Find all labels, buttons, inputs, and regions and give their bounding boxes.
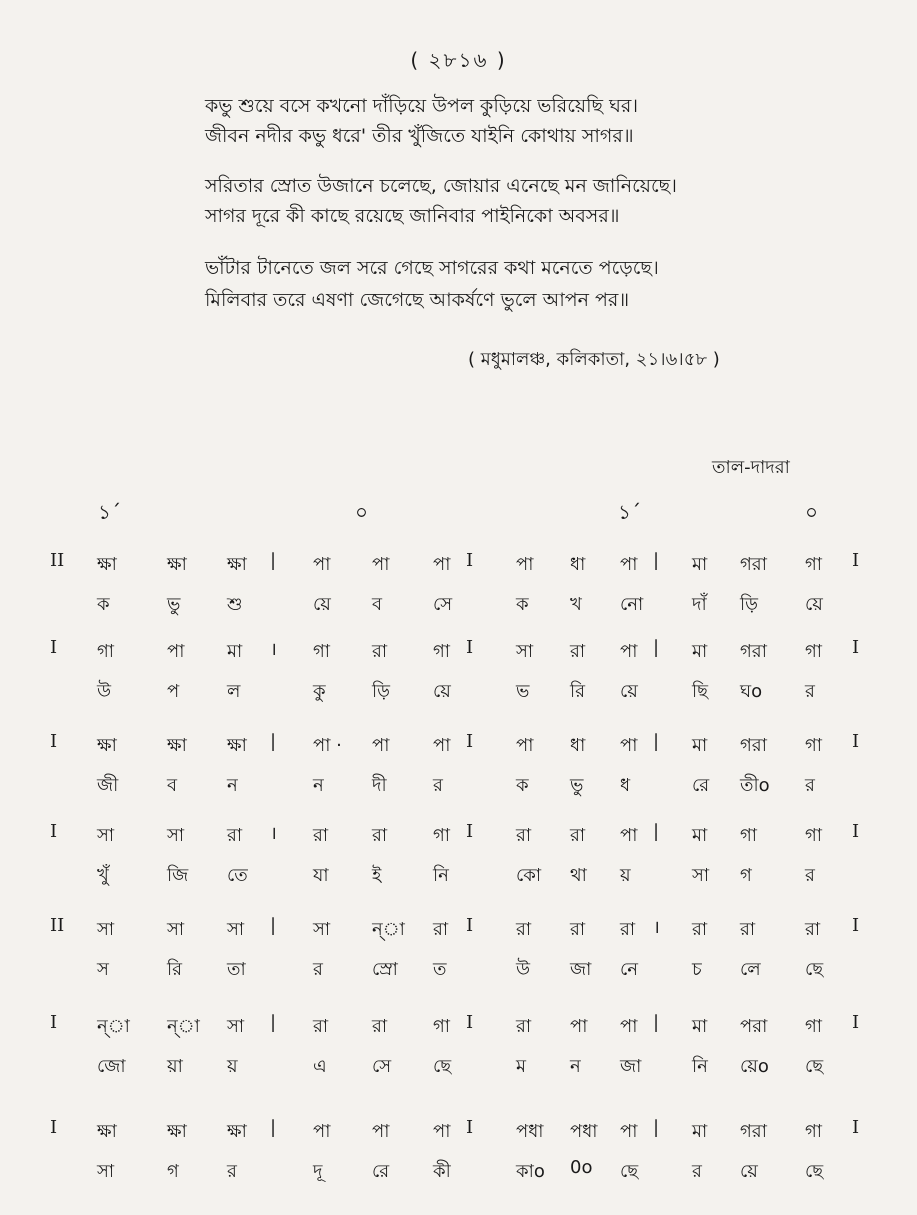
swara-note: রা [313,1016,329,1037]
lyric-syllable: ভু [570,775,584,796]
beat-marker: ১´ [618,500,641,524]
swara-note: রা [570,641,586,662]
beat-divider: । [270,823,277,844]
lyric-syllable: ছে [805,1161,824,1182]
row-end-bar: I [852,731,860,752]
lyric-syllable: ল [227,681,241,702]
swara-note: ক্ষা [227,554,247,575]
swara-note: ক্ষা [97,1121,117,1142]
row-start-bar: I [50,637,58,658]
swara-note: গা [805,825,823,846]
lyric-line: জীবন নদীর কভু ধরে' তীর খুঁজিতে যাইনি কোথায় সাগর॥ [205,125,634,147]
swara-note: ন্‌া [372,919,405,940]
lyric-syllable: ব [167,775,178,796]
beat-divider: I [466,550,474,571]
swara-note: রা [620,919,636,940]
beat-divider: | [653,550,660,571]
lyric-syllable: ধ [620,775,631,796]
beat-divider: | [270,915,277,936]
lyric-syllable: য়ে [740,1161,758,1182]
swara-note: রা [692,919,708,940]
lyric-syllable: যা [313,865,329,886]
swara-note: সা [167,825,185,846]
swara-note: গরা [740,641,767,662]
swara-note: সা [167,919,185,940]
swara-note: ক্ষা [97,735,117,756]
lyric-syllable: ম [516,1056,526,1077]
lyric-syllable: য়া [167,1056,183,1077]
lyric-syllable: তীo [740,775,770,796]
lyric-syllable: য়ে [620,681,638,702]
lyric-syllable: স্রো [372,959,398,980]
lyric-syllable: শু [227,594,243,615]
lyric-syllable: উ [516,959,531,980]
swara-note: গরা [740,554,767,575]
swara-note: পা · [313,735,342,756]
lyric-syllable: ছি [692,681,709,702]
row-start-bar: II [50,915,65,936]
beat-divider: | [270,1012,277,1033]
swara-note: রা [805,919,821,940]
lyric-syllable: তা [227,959,246,980]
swara-note: মা [692,1016,708,1037]
lyric-syllable: রি [570,681,586,702]
row-start-bar: II [50,550,65,571]
swara-note: গা [433,1016,451,1037]
beat-divider: । [653,917,660,938]
swara-note: ক্ষা [97,554,117,575]
swara-note: মা [692,735,708,756]
lyric-syllable: ছে [805,959,824,980]
lyric-syllable: চ [692,959,702,980]
lyric-syllable: ই [372,865,382,886]
swara-note: রা [570,825,586,846]
beat-divider: I [466,731,474,752]
row-end-bar: I [852,821,860,842]
lyric-syllable: জা [570,959,592,980]
lyric-syllable: তে [227,865,248,886]
lyric-syllable: থা [570,865,587,886]
lyric-line: সরিতার স্রোত উজানে চলেছে, জোয়ার এনেছে মন জানিয়েছে। [205,175,677,197]
lyric-syllable: র [805,865,815,886]
swara-note: রা [313,825,329,846]
swara-note: গা [433,825,451,846]
beat-divider: | [270,1117,277,1138]
swara-note: মা [692,825,708,846]
lyric-syllable: র [313,959,323,980]
lyric-syllable: নো [620,594,644,615]
swara-note: মা [227,641,243,662]
swara-note: ন্‌া [97,1016,130,1037]
swara-note: গা [805,735,823,756]
lyric-syllable: সা [692,865,710,886]
beat-divider: । [270,639,277,660]
lyric-syllable: জি [167,865,189,886]
swara-note: রা [516,919,532,940]
swara-note: পা [620,825,638,846]
beat-divider: | [270,550,277,571]
lyric-syllable: ত [433,959,447,980]
lyric-syllable: দী [372,775,387,796]
swara-note: ন্‌া [167,1016,200,1037]
lyric-syllable: দূ [313,1161,323,1182]
swara-note: ক্ষা [167,554,187,575]
beat-divider: | [653,637,660,658]
swara-note: পা [433,735,451,756]
lyric-syllable: ছে [805,1056,824,1077]
lyric-syllable: র [805,775,815,796]
swara-note: পা [516,554,534,575]
row-end-bar: I [852,915,860,936]
swara-note: রা [372,1016,388,1037]
lyric-syllable: এ [313,1056,327,1077]
swara-note: গরা [740,1121,767,1142]
swara-note: পধা [516,1121,544,1142]
row-start-bar: I [50,731,58,752]
swara-note: সা [227,919,245,940]
swara-note: সা [516,641,534,662]
beat-divider: | [653,1117,660,1138]
swara-note: সা [97,919,115,940]
swara-note: গা [97,641,115,662]
taal-label: তাল-দাদরা [712,457,790,478]
lyric-syllable: সা [97,1161,115,1182]
swara-note: ক্ষা [227,1121,247,1142]
beat-divider: I [466,821,474,842]
swara-note: সা [227,1016,245,1037]
lyric-syllable: ন [227,775,238,796]
lyric-syllable: স [97,959,109,980]
lyric-syllable: য়েo [740,1056,769,1077]
beat-divider: I [466,1117,474,1138]
lyric-syllable: কো [516,865,542,886]
lyric-syllable: খ [570,594,582,615]
beat-marker: ০ [355,500,369,524]
swara-note: গা [805,641,823,662]
beat-divider: | [653,731,660,752]
swara-note: রা [227,825,243,846]
swara-note: মা [692,641,708,662]
lyric-syllable: র [805,681,815,702]
lyric-line: ভাঁটার টানেতে জল সরে গেছে সাগরের কথা মনেতে পড়েছে। [205,257,659,279]
lyric-syllable: র [433,775,443,796]
swara-note: গা [805,1016,823,1037]
swara-note: পা [313,1121,331,1142]
lyric-syllable: ন [313,775,324,796]
lyric-syllable: দাঁ [692,594,707,615]
lyric-line: মিলিবার তরে এষণা জেগেছে আকর্ষণে ভুলে আপন পর॥ [205,289,630,311]
swara-note: রা [516,825,532,846]
lyric-syllable: ড়ি [372,681,390,702]
beat-divider: I [466,915,474,936]
lyric-syllable: য়ে [433,681,451,702]
beat-divider: | [653,1012,660,1033]
row-end-bar: I [852,637,860,658]
swara-note: রা [740,919,756,940]
row-end-bar: I [852,550,860,571]
beat-marker: ১´ [98,500,121,524]
swara-note: রা [433,919,449,940]
swara-note: ক্ষা [167,735,187,756]
row-start-bar: I [50,821,58,842]
lyric-syllable: য়ে [313,594,331,615]
swara-note: পা [167,641,185,662]
lyric-syllable: রে [692,775,710,796]
lyric-syllable: ড়ি [740,594,758,615]
lyric-syllable: ভ [516,681,530,702]
row-end-bar: I [852,1012,860,1033]
swara-note: পা [620,1121,638,1142]
swara-note: ধা [570,735,586,756]
lyric-line: সাগর দূরে কী কাছে রয়েছে জানিবার পাইনিকো অবসর॥ [205,205,620,227]
lyric-syllable: জো [97,1056,126,1077]
lyric-syllable: নি [692,1056,708,1077]
swara-note: পধা [570,1121,598,1142]
swara-note: রা [516,1016,532,1037]
beat-divider: I [466,637,474,658]
source-citation: ( মধুমালঞ্চ, কলিকাতা, ২১।৬।৫৮ ) [468,349,720,370]
swara-note: মা [692,1121,708,1142]
swara-note: সা [313,919,331,940]
swara-note: পা [620,641,638,662]
swara-note: মা [692,554,708,575]
lyric-syllable: ক [97,594,110,615]
swara-note: রা [570,919,586,940]
lyric-syllable: ব [372,594,383,615]
swara-note: গা [433,641,451,662]
beat-marker: ০ [805,500,819,524]
lyric-syllable: য় [227,1056,238,1077]
swara-note: পা [620,554,638,575]
beat-divider: | [270,731,277,752]
swara-note: গা [313,641,331,662]
lyric-syllable: ছে [620,1161,639,1182]
lyric-syllable: কাo [516,1161,545,1182]
lyric-syllable: রি [167,959,183,980]
lyric-syllable: ক [516,594,529,615]
swara-note: গরা [740,735,767,756]
lyric-syllable: নে [620,959,639,980]
lyric-syllable: গ [167,1161,179,1182]
lyric-syllable: কী [433,1161,451,1182]
lyric-syllable: প [167,681,180,702]
lyric-syllable: র [692,1161,702,1182]
lyric-syllable: জা [620,1056,642,1077]
lyric-syllable: উ [97,681,112,702]
swara-note: ধা [570,554,586,575]
swara-note: পা [372,735,390,756]
row-end-bar: I [852,1117,860,1138]
swara-note: পা [433,554,451,575]
lyric-syllable: ভু [167,594,181,615]
swara-note: গা [805,1121,823,1142]
lyric-syllable: সে [433,594,453,615]
swara-note: সা [97,825,115,846]
row-start-bar: I [50,1012,58,1033]
lyric-syllable: য়ে [805,594,823,615]
swara-note: পা [372,554,390,575]
lyric-syllable: ক [516,775,529,796]
swara-note: রা [372,641,388,662]
lyric-syllable: ছে [433,1056,452,1077]
swara-note: পরা [740,1016,768,1037]
lyric-line: কভু শুয়ে বসে কখনো দাঁড়িয়ে উপল কুড়িয়ে ভরিয়েছি ঘর। [205,95,639,117]
beat-divider: | [653,821,660,842]
row-start-bar: I [50,1117,58,1138]
swara-note: পা [570,1016,588,1037]
swara-note: পা [313,554,331,575]
lyric-syllable: রে [372,1161,390,1182]
lyric-syllable: সে [372,1056,392,1077]
lyric-syllable: খুঁ [97,865,109,886]
swara-note: পা [620,735,638,756]
lyric-syllable: র [227,1161,237,1182]
lyric-syllable: ন [570,1056,581,1077]
lyric-syllable: 0o [570,1157,593,1178]
lyric-syllable: নি [433,865,449,886]
lyric-syllable: য় [620,865,631,886]
swara-note: গা [740,825,758,846]
swara-note: ক্ষা [167,1121,187,1142]
lyric-syllable: জী [97,775,119,796]
swara-note: পা [433,1121,451,1142]
swara-note: রা [372,825,388,846]
swara-note: পা [372,1121,390,1142]
swara-note: পা [516,735,534,756]
song-number: ( ২৮১৬ ) [410,48,507,72]
beat-divider: I [466,1012,474,1033]
swara-note: ক্ষা [227,735,247,756]
lyric-syllable: লে [740,959,761,980]
swara-note: গা [805,554,823,575]
lyric-syllable: কু [313,681,326,702]
lyric-syllable: ঘo [740,681,763,702]
lyric-syllable: গ [740,865,752,886]
swara-note: পা [620,1016,638,1037]
